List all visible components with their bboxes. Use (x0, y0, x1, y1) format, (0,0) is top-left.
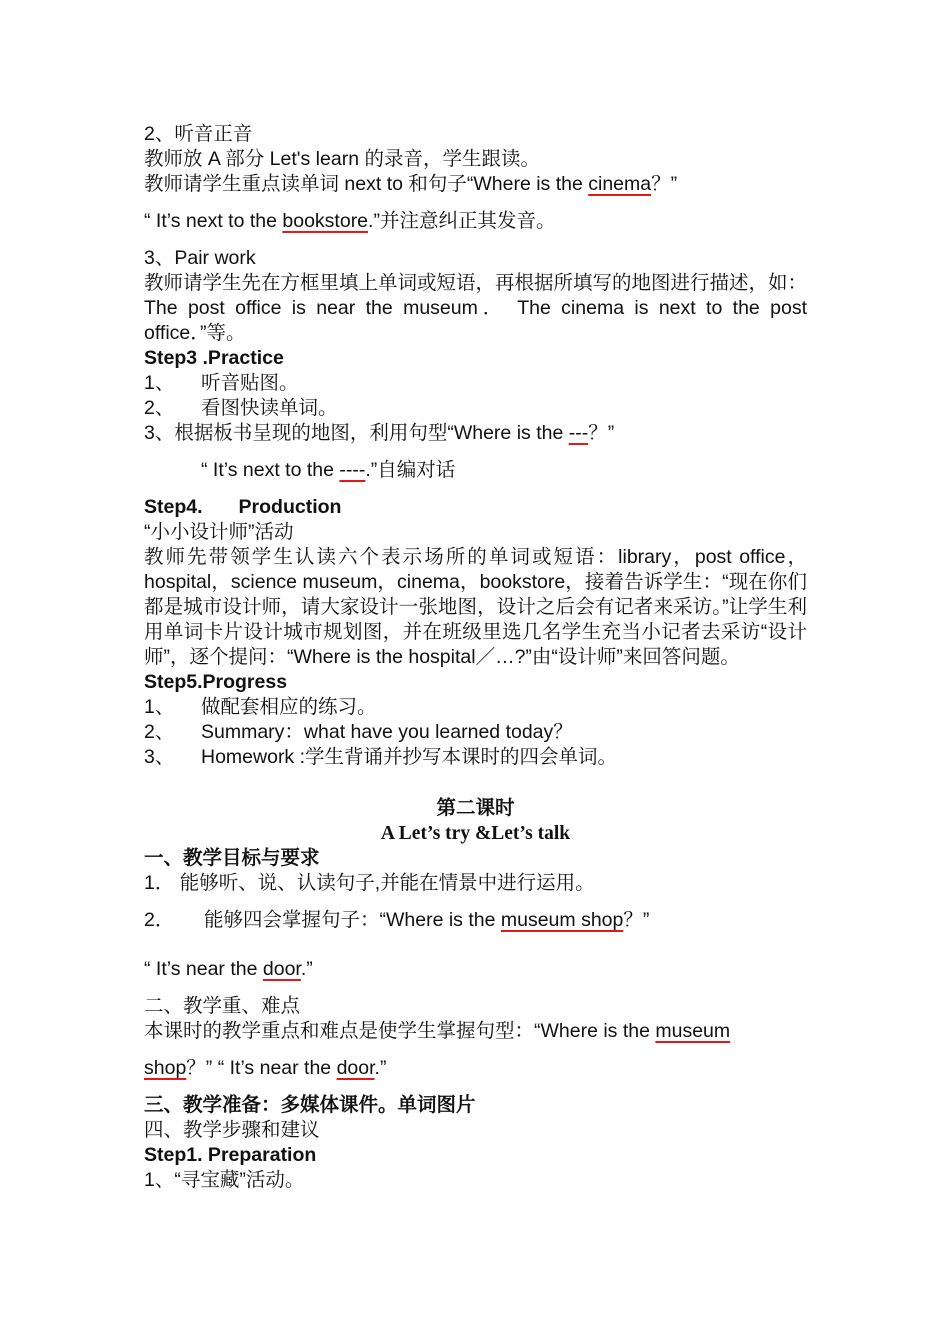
list-item: 3、根据板书呈现的地图，利用句型“Where is the ---？” (144, 422, 615, 444)
list-item: 1、“寻宝藏”活动。 (144, 1169, 305, 1191)
underlined-word: door (336, 1057, 375, 1079)
list-item: 1、 听音贴图。 (144, 372, 299, 394)
list-item: 2、 Summary：what have you learned today？ (144, 721, 573, 743)
underlined-blank: ---- (339, 459, 366, 481)
underlined-word: museum (655, 1020, 731, 1042)
underlined-word: door (262, 958, 301, 980)
underlined-blank: --- (568, 422, 589, 444)
list-item: 1． 能够听、说、认读句子,并能在情景中进行运用。 (144, 872, 595, 894)
paragraph: 教师请学生先在方框里填上单词或短语，再根据所填写的地图进行描述，如：The post office is near the museum． The cinema is next to the post office．”等。 (144, 272, 808, 344)
paragraph: 教师放 A 部分 Let's learn 的录音，学生跟读。 (144, 148, 540, 170)
paragraph: 教师先带领学生认读六个表示场所的单词或短语：library，post office，hospital，science museum，cinema，bookstore，接着告诉学生：“现在你们都是城市设计师，请大家设计一张地图，设计之后会有记者来采访。”让学生利用单词卡片设计城市规划图，并在班级里选几名学生充当小记者去采访“设计师”，逐个提问：“Where is the hospital／…?”由“设计师”来回答问题。 (144, 546, 807, 668)
heading-pair-work: 3、Pair work (144, 247, 256, 269)
document-page (144, 122, 807, 1193)
underlined-word: shop (144, 1057, 187, 1079)
list-item: 2． 能够四会掌握句子：“Where is the museum shop？” (144, 909, 650, 931)
paragraph: shop？” “ It’s near the door.” (144, 1057, 387, 1079)
list-item: 2、 看图快读单词。 (144, 397, 338, 419)
step3-heading: Step3 .Practice (144, 347, 284, 369)
underlined-word: museum shop (500, 909, 624, 931)
section-heading: 二、教学重、难点 (144, 995, 301, 1017)
paragraph: 本课时的教学重点和难点是使学生掌握句型：“Where is the museum (144, 1020, 731, 1042)
lesson-subtitle: A Let’s try &Let’s talk (380, 823, 571, 844)
step1-heading: Step1. Preparation (144, 1144, 317, 1166)
paragraph: 教师请学生重点读单词 next to 和句子“Where is the cinema？” (144, 173, 678, 195)
paragraph: “ It’s next to the bookstore.”并注意纠正其发音。 (144, 210, 556, 232)
list-item: 3、 Homework :学生背诵并抄写本课时的四会单词。 (144, 746, 618, 768)
step5-heading: Step5.Progress (144, 671, 288, 693)
section-heading: 三、教学准备：多媒体课件。单词图片 (144, 1094, 476, 1116)
list-item: 1、 做配套相应的练习。 (144, 696, 377, 718)
section-heading: 一、教学目标与要求 (144, 847, 320, 869)
heading-listen-correct: 2、听音正音 (144, 123, 253, 145)
paragraph: “ It’s near the door.” (144, 958, 313, 980)
paragraph: “小小设计师”活动 (144, 521, 294, 543)
step4-heading: Step4. Production (144, 496, 342, 518)
section-heading: 四、教学步骤和建议 (144, 1119, 320, 1141)
list-item: “ It’s next to the ----.”自编对话 (201, 459, 456, 481)
underlined-word: bookstore (282, 210, 369, 232)
lesson-title: 第二课时 (436, 797, 515, 819)
underlined-word: cinema (588, 173, 652, 195)
